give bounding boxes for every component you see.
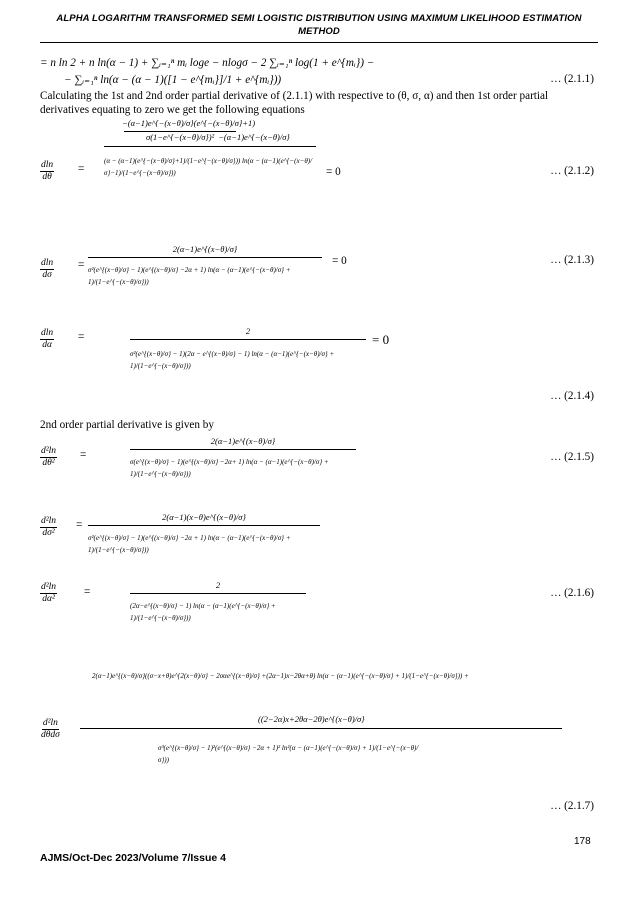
eq-2-1-6a-numerator: 2(α−1)(x−θ)e^{(x−θ)/σ} bbox=[162, 512, 246, 522]
running-header: ALPHA LOGARITHM TRANSFORMED SEMI LOGISTIC DISTRIBUTION USING MAXIMUM LIKELIHOOD ESTIMATION METHOD bbox=[56, 13, 582, 37]
equals-sign: = bbox=[78, 259, 85, 271]
equals-zero: = 0 bbox=[372, 332, 390, 347]
eq-2-1-7-fraction-bar bbox=[80, 728, 562, 729]
second-order-text: 2nd order partial derivative is given by bbox=[40, 419, 214, 431]
eq-2-1-4-denominator: σ²(e^{(x−θ)/σ} − 1)(2α − e^{(x−θ)/σ} − 1) ln(α − (α−1)(e^{−(x−θ)/σ} + 1)/(1−e^{−(x−θ)/σ})) bbox=[130, 350, 335, 370]
eq-2-1-6b-numerator: 2 bbox=[215, 580, 221, 590]
intro-paragraph: Calculating the 1st and 2nd order partial derivative of (2.1.1) with respective to (θ, σ, α) and then 1st order partial derivatives equating to zero we get the following equations bbox=[40, 90, 549, 116]
equation-number-2-1-5: … (2.1.5) bbox=[550, 451, 594, 463]
equals-zero: = 0 bbox=[332, 255, 347, 267]
lhs-dln-dalpha: $\frac{dln}{d\alpha}$ bbox=[41, 328, 54, 350]
eq-2-1-7-numerator-line-2: ((2−2α)x+2θα−2θ)e^{(x−θ)/σ} bbox=[258, 714, 365, 724]
equation-number-2-1-4: … (2.1.4) bbox=[550, 390, 594, 402]
eq-2-1-7-denominator: σ³(e^{(x−θ)/σ} − 1)²(e^{(x−θ)/σ} −2α + 1)² ln²(α − (α−1)(e^{−(x−θ)/σ} + 1)/(1−e^{−(x−θ)/σ})) bbox=[158, 744, 419, 764]
equation-number-2-1-7: … (2.1.7) bbox=[550, 800, 594, 812]
eq-2-1-6a-denominator: σ²(e^{(x−θ)/σ} − 1)(e^{(x−θ)/σ} −2α + 1) ln(α − (α−1)(e^{−(x−θ)/σ} + 1)/(1−e^{−(x−θ)/σ})) bbox=[88, 534, 291, 554]
equation-number-2-1-2: … (2.1.2) bbox=[550, 165, 594, 177]
eq-2-1-5-fraction bbox=[130, 436, 356, 480]
eq-2-1-6a-fraction bbox=[88, 512, 320, 556]
equals-sign: = bbox=[78, 331, 85, 343]
lhs-dln-dsigma: $\frac{dln}{d\sigma}$ bbox=[41, 258, 54, 280]
lhs-d2ln-dthetadsigma: $\frac{\text{d²ln}}{\text{dθdσ}}$ bbox=[41, 718, 60, 740]
eq-2-1-2-top-numerator: −(α−1)e^{−(x−θ)/σ}(e^{−(x−θ)/σ}+1) bbox=[122, 118, 256, 128]
equals-sign: = bbox=[84, 586, 91, 598]
equals-sign: = bbox=[80, 449, 87, 461]
eq-2-1-7-numerator-line-1: 2(α−1)e^{(x−θ)/σ}((σ−x+θ)e^{2(x−θ)/σ} − 2σαe^{(x−θ)/σ} +(2α−1)x−2θα+θ) ln(α − (α−1)(e^{−(x−θ)/σ} + 1)/(1−e^{−(x−θ)/σ})) + bbox=[92, 672, 469, 680]
equals-sign: = bbox=[78, 163, 85, 175]
eq-2-1-3-numerator: 2(α−1)e^{(x−θ)/σ} bbox=[172, 244, 238, 254]
lhs-d2ln-dtheta2: $\frac{\text{d²ln}}{\text{dθ²}}$ bbox=[41, 446, 56, 468]
eq-2-1-2-top-denominator: σ(1−e^{−(x−θ)/σ})² bbox=[146, 132, 215, 142]
lhs-dln-dtheta: $\frac{dln}{d\theta}$ bbox=[41, 160, 54, 182]
eq-2-1-3-denominator: σ²(e^{(x−θ)/σ} − 1)(e^{(x−θ)/σ} −2α + 1) ln(α − (α−1)(e^{−(x−θ)/σ} + 1)/(1−e^{−(x−θ)/σ})) bbox=[88, 266, 291, 286]
eq-2-1-6b-denominator: (2α−e^{(x−θ)/σ} − 1) ln(α − (α−1)(e^{−(x−θ)/σ} + 1)/(1−e^{−(x−θ)/σ})) bbox=[130, 602, 276, 622]
eq-2-1-5-numerator: 2(α−1)e^{(x−θ)/σ} bbox=[210, 436, 276, 446]
lhs-d2ln-dalpha2: $\frac{\text{d²ln}}{\text{dα²}}$ bbox=[41, 582, 56, 604]
eq-2-1-5-denominator: σ(e^{(x−θ)/σ} − 1)(e^{(x−θ)/σ} −2α+ 1) ln(α − (α−1)(e^{−(x−θ)/σ} + 1)/(1−e^{−(x−θ)/σ})) bbox=[130, 458, 329, 478]
equals-sign: = bbox=[76, 519, 83, 531]
eq-2-1-2-denominator: (α − (α−1)(e^{−(x−θ)/σ}+1)/(1−e^{−(x−θ)/σ})) ln(α − (α−1)(e^{−(x−θ)/σ}−1)/(1−e^{−(x−θ)/σ})) bbox=[104, 157, 313, 177]
equation-number-2-1-1: … (2.1.1) bbox=[550, 73, 594, 85]
eq-2-1-4-numerator: 2 bbox=[245, 326, 251, 336]
header-rule bbox=[40, 42, 598, 43]
eq-2-1-6b-fraction bbox=[130, 580, 306, 624]
eq-2-1-1-line-1: = n ln 2 + n ln(α − 1) + ∑ᵢ₌₁ⁿ mᵢ loge − nlogσ − 2 ∑ᵢ₌₁ⁿ log(1 + e^{mᵢ}) − bbox=[40, 57, 375, 69]
equation-number-2-1-3: … (2.1.3) bbox=[550, 254, 594, 266]
eq-2-1-4-fraction bbox=[130, 326, 366, 372]
lhs-d2ln-dsigma2: $\frac{\text{d²ln}}{\text{dσ²}}$ bbox=[41, 516, 56, 538]
equation-number-2-1-6: … (2.1.6) bbox=[550, 587, 594, 599]
eq-2-1-2-top-right: −(α−1)e^{−(x−θ)/σ} bbox=[218, 132, 290, 142]
eq-2-1-1-line-2: − ∑ᵢ₌₁ⁿ ln(α − (α − 1)([1 − e^{mᵢ}]/1 + e^{mᵢ})) bbox=[64, 74, 282, 86]
page-number: 178 bbox=[574, 836, 591, 847]
equals-zero: = 0 bbox=[326, 166, 341, 178]
eq-2-1-2-fraction bbox=[104, 118, 316, 179]
journal-footer: AJMS/Oct-Dec 2023/Volume 7/Issue 4 bbox=[40, 852, 226, 864]
eq-2-1-3-fraction bbox=[88, 244, 322, 288]
